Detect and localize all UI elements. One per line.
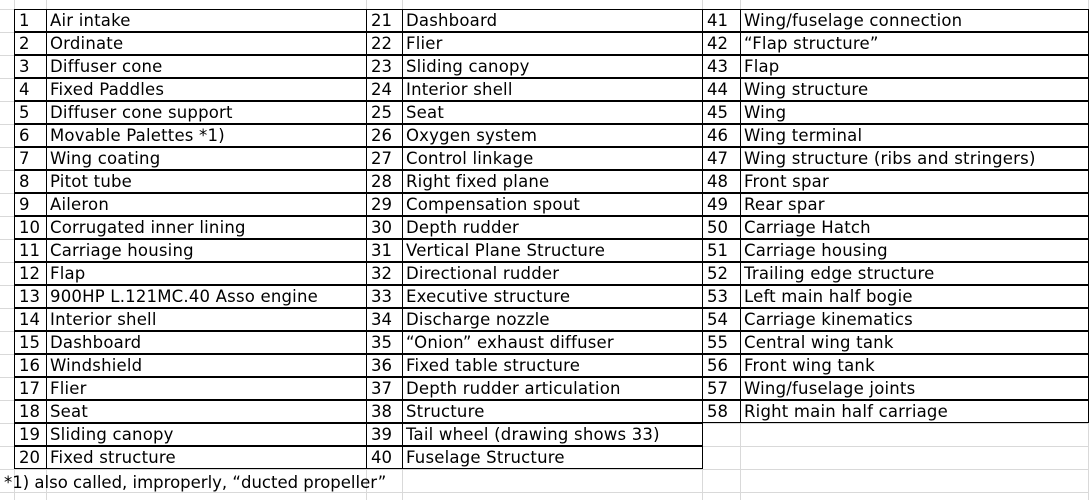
table-cell-label: Diffuser cone bbox=[46, 55, 367, 78]
table-cell-number: 16 bbox=[14, 354, 47, 377]
table-cell-label: Structure bbox=[402, 400, 703, 423]
table-cell-label: Wing structure bbox=[740, 78, 1089, 101]
table-cell-number: 4 bbox=[14, 78, 47, 101]
table-cell-label: Tail wheel (drawing shows 33) bbox=[402, 423, 703, 446]
table-cell-number: 56 bbox=[702, 354, 741, 377]
table-cell-number: 15 bbox=[14, 331, 47, 354]
table-cell-number: 6 bbox=[14, 124, 47, 147]
table-cell-number: 11 bbox=[14, 239, 47, 262]
table-cell-label: Wing terminal bbox=[740, 124, 1089, 147]
table-cell-label: Compensation spout bbox=[402, 193, 703, 216]
table-cell-number: 13 bbox=[14, 285, 47, 308]
table-cell-number: 3 bbox=[14, 55, 47, 78]
table-cell-number: 14 bbox=[14, 308, 47, 331]
table-cell-number: 43 bbox=[702, 55, 741, 78]
table-cell-label: Central wing tank bbox=[740, 331, 1089, 354]
table-cell-number: 28 bbox=[366, 170, 403, 193]
table-cell-number: 9 bbox=[14, 193, 47, 216]
table-cell-label: Sliding canopy bbox=[402, 55, 703, 78]
table-cell-number: 35 bbox=[366, 331, 403, 354]
table-cell-label: Depth rudder bbox=[402, 216, 703, 239]
table-cell-label: Wing bbox=[740, 101, 1089, 124]
table-cell-label: Wing coating bbox=[46, 147, 367, 170]
table-cell-label: “Flap structure” bbox=[740, 32, 1089, 55]
table-cell-label: Carriage kinematics bbox=[740, 308, 1089, 331]
table-cell-number: 46 bbox=[702, 124, 741, 147]
table-cell-number: 20 bbox=[14, 446, 47, 469]
table-cell-label: Air intake bbox=[46, 9, 367, 32]
table-cell-number: 12 bbox=[14, 262, 47, 285]
table-cell-label: Fixed table structure bbox=[402, 354, 703, 377]
table-cell-number: 33 bbox=[366, 285, 403, 308]
table-cell-number: 18 bbox=[14, 400, 47, 423]
table-cell-number: 29 bbox=[366, 193, 403, 216]
table-cell-label: Fixed structure bbox=[46, 446, 367, 469]
table-cell-number: 48 bbox=[702, 170, 741, 193]
table-cell-label: Vertical Plane Structure bbox=[402, 239, 703, 262]
table-cell-label: Seat bbox=[46, 400, 367, 423]
table-cell-label: Wing structure (ribs and stringers) bbox=[740, 147, 1089, 170]
table-cell-label: Trailing edge structure bbox=[740, 262, 1089, 285]
table-cell-label: Windshield bbox=[46, 354, 367, 377]
table-cell-label: Fuselage Structure bbox=[402, 446, 703, 469]
table-cell-label: Rear spar bbox=[740, 193, 1089, 216]
table-cell-label: Pitot tube bbox=[46, 170, 367, 193]
table-cell-label: Wing/fuselage joints bbox=[740, 377, 1089, 400]
table-cell-number: 30 bbox=[366, 216, 403, 239]
table-cell-number: 24 bbox=[366, 78, 403, 101]
table-cell-number: 10 bbox=[14, 216, 47, 239]
table-cell-label: Seat bbox=[402, 101, 703, 124]
table-cell-label: Dashboard bbox=[46, 331, 367, 354]
table-cell-label: Oxygen system bbox=[402, 124, 703, 147]
table-cell-number: 52 bbox=[702, 262, 741, 285]
table-cell-label: Flap bbox=[740, 55, 1089, 78]
table-cell-number: 7 bbox=[14, 147, 47, 170]
table-cell-number: 32 bbox=[366, 262, 403, 285]
table-cell-number: 38 bbox=[366, 400, 403, 423]
table-cell-label: Diffuser cone support bbox=[46, 101, 367, 124]
table-cell-number: 57 bbox=[702, 377, 741, 400]
table-cell-label: Dashboard bbox=[402, 9, 703, 32]
table-cell-number: 44 bbox=[702, 78, 741, 101]
table-cell-label: Movable Palettes *1) bbox=[46, 124, 367, 147]
table-cell-label: Discharge nozzle bbox=[402, 308, 703, 331]
table-cell-label: Interior shell bbox=[46, 308, 367, 331]
table-cell-label: Corrugated inner lining bbox=[46, 216, 367, 239]
table-cell-number: 1 bbox=[14, 9, 47, 32]
table-cell-number: 5 bbox=[14, 101, 47, 124]
table-cell-label: Interior shell bbox=[402, 78, 703, 101]
table-cell-number: 55 bbox=[702, 331, 741, 354]
table-cell-label: Executive structure bbox=[402, 285, 703, 308]
table-cell-label: Left main half bogie bbox=[740, 285, 1089, 308]
table-cell-number: 25 bbox=[366, 101, 403, 124]
table-cell-label: Ordinate bbox=[46, 32, 367, 55]
table-cell-label: Right fixed plane bbox=[402, 170, 703, 193]
table-cell-number: 31 bbox=[366, 239, 403, 262]
table-cell-number: 39 bbox=[366, 423, 403, 446]
table-cell-label: Control linkage bbox=[402, 147, 703, 170]
table-cell-number: 36 bbox=[366, 354, 403, 377]
table-cell-number: 37 bbox=[366, 377, 403, 400]
table-cell-label: Directional rudder bbox=[402, 262, 703, 285]
table-cell-number: 34 bbox=[366, 308, 403, 331]
table-cell-number: 47 bbox=[702, 147, 741, 170]
table-cell-number: 51 bbox=[702, 239, 741, 262]
table-cell-label: Carriage housing bbox=[740, 239, 1089, 262]
table-cell-number: 19 bbox=[14, 423, 47, 446]
table-cell-label: Depth rudder articulation bbox=[402, 377, 703, 400]
table-cell-number: 21 bbox=[366, 9, 403, 32]
table-cell-number: 17 bbox=[14, 377, 47, 400]
table-cell-label: “Onion” exhaust diffuser bbox=[402, 331, 703, 354]
table-cell-label: Wing/fuselage connection bbox=[740, 9, 1089, 32]
footnote: *1) also called, improperly, “ducted propeller” bbox=[4, 473, 387, 492]
table-cell-number: 26 bbox=[366, 124, 403, 147]
table-cell-label: Front wing tank bbox=[740, 354, 1089, 377]
table-cell-number: 42 bbox=[702, 32, 741, 55]
table-cell-label: Flap bbox=[46, 262, 367, 285]
table-cell-number: 50 bbox=[702, 216, 741, 239]
table-cell-number: 58 bbox=[702, 400, 741, 423]
table-cell-label: Aileron bbox=[46, 193, 367, 216]
table-cell-number: 27 bbox=[366, 147, 403, 170]
table-cell-number: 2 bbox=[14, 32, 47, 55]
table-cell-label: Carriage housing bbox=[46, 239, 367, 262]
table-cell-number: 23 bbox=[366, 55, 403, 78]
table-cell-number: 8 bbox=[14, 170, 47, 193]
table-cell-number: 54 bbox=[702, 308, 741, 331]
table-cell-number: 40 bbox=[366, 446, 403, 469]
table-cell-label: Flier bbox=[46, 377, 367, 400]
table-cell-number: 22 bbox=[366, 32, 403, 55]
table-cell-label: 900HP L.121MC.40 Asso engine bbox=[46, 285, 367, 308]
table-cell-number: 53 bbox=[702, 285, 741, 308]
table-cell-label: Carriage Hatch bbox=[740, 216, 1089, 239]
table-cell-number: 45 bbox=[702, 101, 741, 124]
table-cell-label: Front spar bbox=[740, 170, 1089, 193]
table-cell-label: Fixed Paddles bbox=[46, 78, 367, 101]
table-cell-label: Flier bbox=[402, 32, 703, 55]
table-cell-label: Sliding canopy bbox=[46, 423, 367, 446]
table-cell-label: Right main half carriage bbox=[740, 400, 1089, 423]
gridline-horizontal bbox=[0, 469, 1089, 470]
table-cell-number: 41 bbox=[702, 9, 741, 32]
table-cell-number: 49 bbox=[702, 193, 741, 216]
